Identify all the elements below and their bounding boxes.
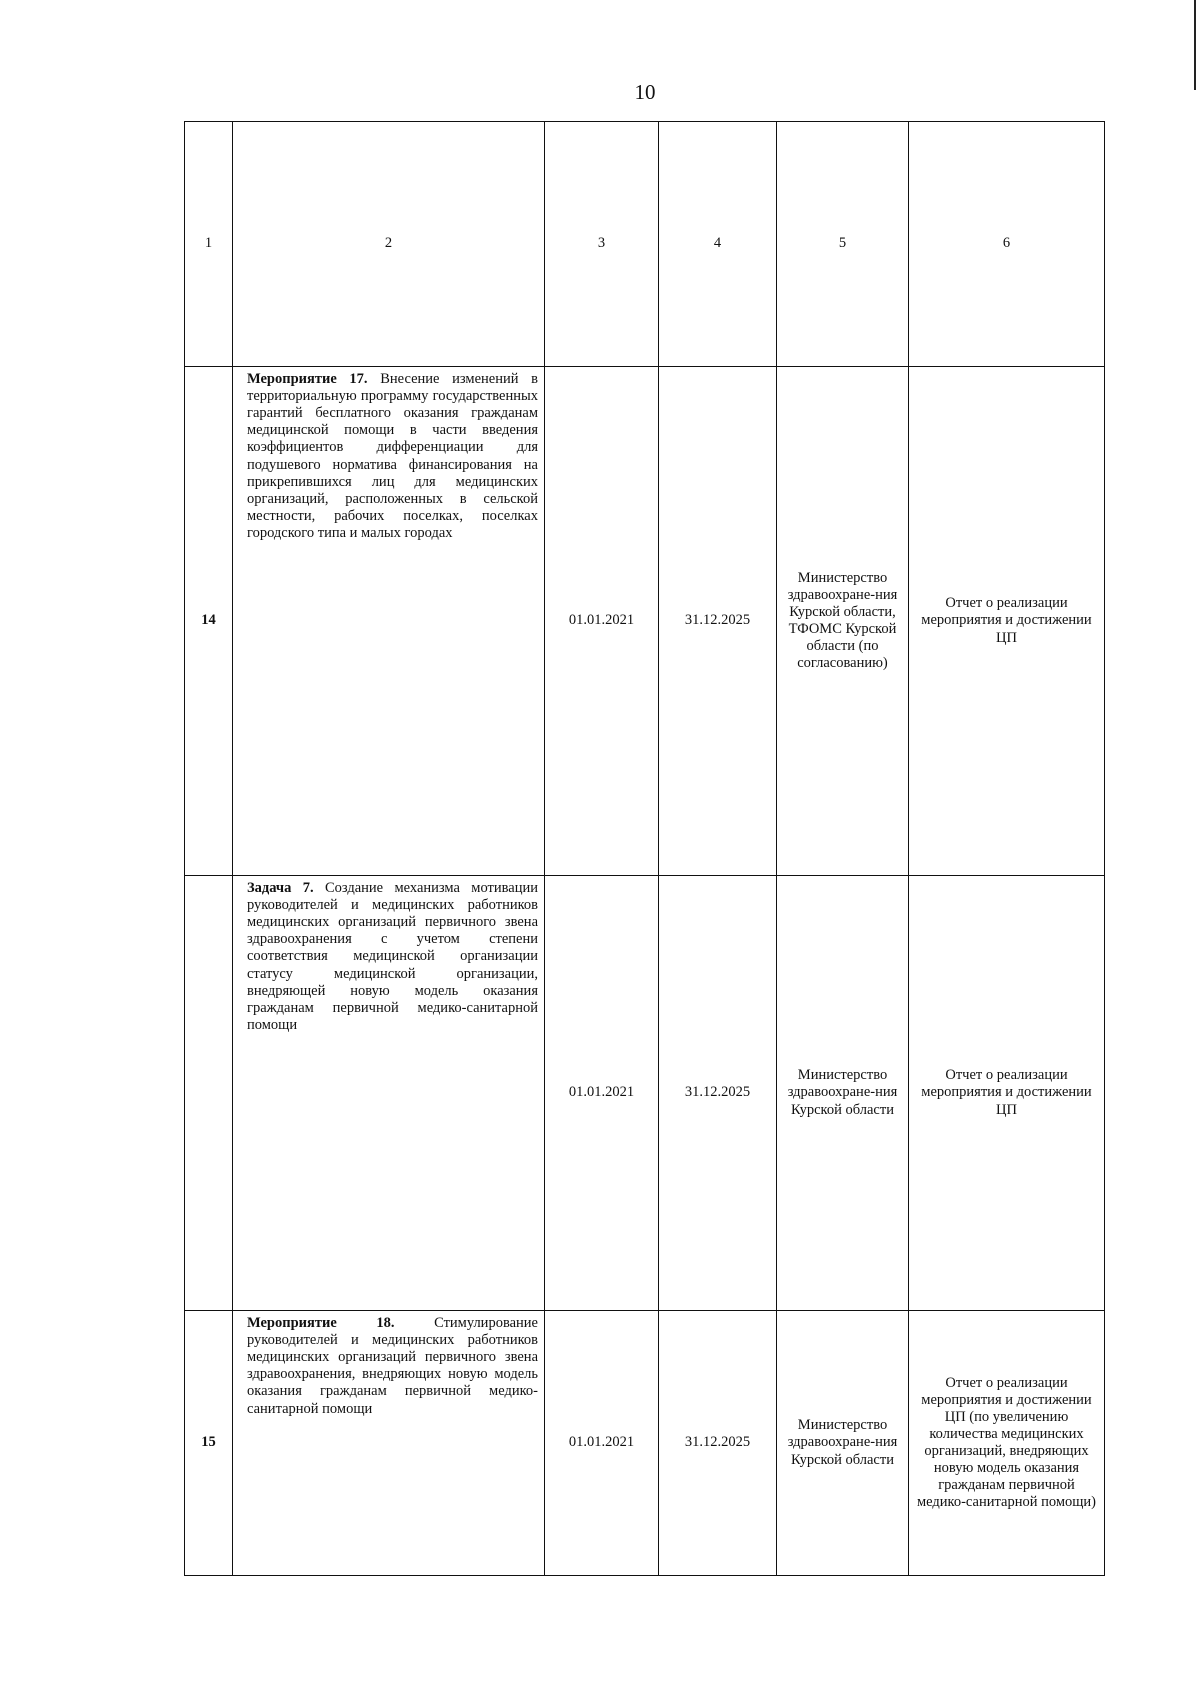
description-heading: Задача 7. (247, 880, 314, 896)
header-cell-2: 2 (233, 122, 545, 367)
row-number: 15 (185, 1311, 233, 1576)
scan-edge-line (1194, 0, 1196, 90)
expected-result: Отчет о реализации мероприятия и достижении ЦП (по увеличению количества медицинских организаций, внедряющих новую модель оказания гражданам первичной медико-санитарной помощи) (909, 1311, 1105, 1576)
row-number (185, 876, 233, 1311)
header-cell-4: 4 (659, 122, 777, 367)
end-date: 31.12.2025 (659, 1311, 777, 1576)
start-date: 01.01.2021 (545, 876, 659, 1311)
table-header-row (185, 122, 1105, 367)
description-heading: Мероприятие 17. (247, 371, 368, 387)
header-cell-5: 5 (777, 122, 909, 367)
table-row (185, 876, 1105, 1311)
description-heading: Мероприятие 18. (247, 1315, 395, 1331)
page-number: 10 (634, 80, 656, 104)
table-row (185, 367, 1105, 876)
end-date: 31.12.2025 (659, 367, 777, 876)
description-text: Создание механизма мотивации руководителей и медицинских работников медицинских организаций первичного звена здравоохранения с учетом степени соответствия медицинской организации статусу медицинской организации, внедряющей новую модель оказания гражданам первичной медико-санитарной помощи (247, 880, 538, 1033)
action-plan-table (184, 121, 1105, 1576)
row-number: 14 (185, 367, 233, 876)
responsible-executor: Министерство здравоохране-ния Курской области, ТФОМС Курской области (по согласованию) (777, 367, 909, 876)
start-date: 01.01.2021 (545, 1311, 659, 1576)
expected-result: Отчет о реализации мероприятия и достижении ЦП (909, 367, 1105, 876)
responsible-executor: Министерство здравоохране-ния Курской области (777, 876, 909, 1311)
description-text: Внесение изменений в территориальную программу государственных гарантий бесплатного оказания гражданам медицинской помощи в части введения коэффициентов дифференциации для подушевого норматива финансирования на прикрепившихся лиц для медицинских организаций, расположенных в сельской местности, рабочих поселках, поселках городского типа и малых городах (247, 371, 538, 541)
row-description (233, 367, 545, 876)
expected-result: Отчет о реализации мероприятия и достижении ЦП (909, 876, 1105, 1311)
header-cell-3: 3 (545, 122, 659, 367)
start-date: 01.01.2021 (545, 367, 659, 876)
header-cell-6: 6 (909, 122, 1105, 367)
description-text: Стимулирование руководителей и медицинских работников медицинских организаций первичного звена здравоохранения, внедряющих новую модель оказания гражданам первичной медико-санитарной помощи (247, 1315, 538, 1417)
table-row (185, 1311, 1105, 1576)
row-description (233, 1311, 545, 1576)
end-date: 31.12.2025 (659, 876, 777, 1311)
responsible-executor: Министерство здравоохране-ния Курской области (777, 1311, 909, 1576)
header-cell-1: 1 (185, 122, 233, 367)
row-description (233, 876, 545, 1311)
